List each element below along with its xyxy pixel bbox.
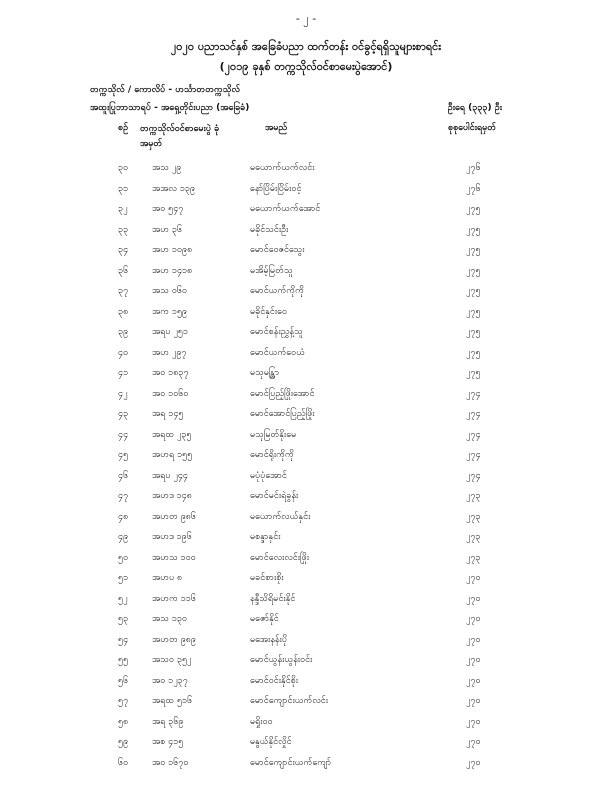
table-row [0,572,612,593]
roll-number: အစ ၄၁၅ [152,737,184,747]
total-score: ၂၇၀ [466,696,481,706]
roll-number: အရ ၃၆၉ [152,716,184,727]
table-row [0,408,612,429]
table-row [0,490,612,511]
table-row [0,265,612,286]
row-number: ၃၂ [118,204,128,214]
roll-number: အဟပ ၈ [152,573,183,583]
table-row [0,244,612,265]
total-score: ၂၇၀ [466,573,481,583]
university-line: တက္ကသိုလ် / ကောလိပ် - ဟင်္သာတတက္ကသိုလ် [90,85,240,95]
student-name: မောင်ပြည့်ဖြိုးအောင် [250,388,315,399]
total-score: ၂၇၀ [466,757,481,768]
table-row [0,531,612,552]
student-name: မောင်ယွန်းယွန်းဝင်း [250,655,313,665]
student-name: မောင်ကျောင်းယက်လင်း [250,696,329,706]
total-score: ၂၇၃ [466,552,481,563]
total-score: ၂၇၀ [466,634,481,645]
roll-number: အက ၁၅၉ [152,306,188,317]
table-row [0,634,612,655]
total-score: ၂၇၅ [466,347,481,358]
total-score: ၂၇၅ [466,224,481,235]
student-name: မောင်ဝေဇင်သွေး [250,245,305,255]
table-row [0,716,612,737]
student-name: မယောက်ယက်လင်း [250,163,315,173]
student-name: နော်ပြိမ်းပြိမ်းဝင့် [250,183,302,194]
student-name: မအေးနန်းပို [250,634,287,645]
row-number: ၅၇ [118,696,129,706]
total-score: ၂၇၅ [466,265,481,276]
subject-line: အထူးပြုဘာသာရပ် - အရှေ့တိုင်းပညာ (အခြေခံ) [90,103,250,113]
student-name: မောင်အောင်ပြည့်ဖြိုး [250,409,315,419]
student-name: နန္ဒီသိရိမင်းနိုင် [250,593,296,604]
row-number: ၄၃ [118,409,129,419]
total-score: ၂၇၆ [466,183,481,194]
student-name: မအိမ့်မြတ်သူ [250,265,293,276]
table-row [0,552,612,573]
table-row [0,675,612,696]
table-row [0,613,612,634]
roll-number: အရ ၁၄၅ [152,409,184,419]
roll-number: အဟရ ၁၅၅ [152,450,193,460]
roll-number: အဟဒ ၁၄၈ [152,491,192,501]
page-number: - ၂ - [295,12,317,25]
roll-number: အရထ ၅၁၆ [152,696,193,706]
roll-number: အသ ၀၆၀ [152,286,188,296]
row-number: ၄၉ [118,532,129,542]
roll-number: အဟ ၁၄၁၈ [152,265,193,276]
row-number: ၄၇ [118,491,129,501]
student-name: မောင်စန်းညွှန့်သူ [250,327,303,337]
total-score: ၂၇၃ [466,532,481,542]
total-score: ၂၇၀ [466,716,481,727]
student-name: မောင်မင်းရဲခွန်း [250,491,299,501]
roll-number: အဟသ ၁၀၀ [152,552,196,563]
roll-number: အဟ ၂၉၇ [152,347,187,358]
total-score: ၂၇၆ [466,163,481,173]
student-name: မဇော်နိုင် [250,614,279,624]
table-row [0,388,612,409]
total-score: ၂၇၅ [466,327,481,337]
table-row [0,654,612,675]
roll-number: အဟတ ၉၈၆ [152,511,196,522]
row-number: ၃၈ [118,306,129,317]
roll-number: အဝ ၅၄၇ [152,204,184,214]
header-score: စုစုပေါင်းရမှတ် [448,123,497,133]
roll-number: အဝ ၁၆၇၀ [152,757,189,768]
roll-number: အဟ ၁၀၉၈ [152,245,193,255]
student-name: မသုမြတ်နိုးမေ [250,429,297,440]
student-name: မပုံပုံအောင် [250,470,287,481]
student-name: မောင်ဝင်းနိုင်စိုး [250,675,299,686]
student-name: မခိုင်သင်းဦး [250,224,289,235]
total-score: ၂၇၅ [466,204,481,214]
total-score: ၂၇၄ [466,429,481,440]
table-row [0,736,612,757]
row-number: ၄၈ [118,511,129,522]
header-name: အမည် [265,123,288,133]
table-row [0,203,612,224]
row-number: ၅၆ [118,675,129,686]
student-name: မသုမန္တြာ [250,368,280,378]
total-score: ၂၇၅ [466,286,481,296]
table-row [0,367,612,388]
total-score: ၂၇၅ [466,368,481,378]
table-row [0,449,612,470]
table-row [0,511,612,532]
total-score: ၂၇၀ [466,593,481,604]
row-number: ၃၇ [118,286,129,296]
row-number: ၅၅ [118,655,129,665]
header-no: စဉ် [118,123,129,133]
roll-number: အသဝ ၃၅၂ [152,655,192,665]
table-row [0,757,612,778]
row-number: ၃၁ [118,183,129,194]
roll-number: အဟက ၁၁၆ [152,593,196,604]
table-row [0,183,612,204]
row-number: ၄၆ [118,470,129,481]
student-name: မခင်စားစိုး [250,573,284,583]
total-score: ၂၇၀ [466,675,481,686]
row-number: ၅၂ [118,593,128,604]
roll-number: အဟ ၃၆ [152,224,183,235]
roll-number: အဟဒ ၁၉၆ [152,532,192,542]
table-row [0,306,612,327]
roll-number: အအလ ၁၃၉ [152,183,196,194]
roll-number: အဟတ ၉၈၉ [152,634,196,645]
total-score: ၂၇၄ [466,388,481,399]
table-row [0,347,612,368]
student-name: မနွယ်နိုင်လှိုင် [250,737,292,747]
row-number: ၅၈ [118,716,129,727]
row-number: ၄၅ [118,450,129,460]
total-score: ၂၇၀ [466,737,481,747]
row-number: ၅၁ [118,573,129,583]
row-number: ၄၀ [118,347,129,358]
roll-number: အရထ ၂၃၅ [152,429,192,440]
student-name: မခိုင်နှင်းဝေ [250,306,288,317]
row-number: ၄၁ [118,368,129,378]
roll-number: အရပ ၂၄၄ [152,470,188,481]
total-score: ၂၇၅ [466,306,481,317]
table-row [0,470,612,491]
student-name: မရှိုးဝဝ [250,716,273,727]
roll-number: အသ ၁၃၀ [152,614,188,624]
total-score: ၂၇၀ [466,655,481,665]
total-score: ၂၇၄ [466,470,481,481]
student-name: မောင်ကျောင်းယက်ကျော် [250,757,332,768]
table-row [0,285,612,306]
row-number: ၅၀ [118,552,129,563]
student-name: မောင်ရိုးကိုကို [250,450,294,460]
document-subtitle: (၂၀၁၉ ခုနှစ် တက္ကသိုလ်ဝင်စာမေးပွဲအောင်) [219,60,393,73]
row-number: ၃၀ [118,163,129,173]
total-score: ၂၇၀ [466,614,481,624]
total-score: ၂၇၃ [466,491,481,501]
student-name: မယောက်လယ်နှင်း [250,511,311,522]
table-row [0,224,612,245]
table-row [0,593,612,614]
roll-number: အဝ ၁၂၃၇ [152,675,188,686]
roll-number: အရပ ၂၅၁ [152,327,188,337]
row-number: ၃၃ [118,224,129,235]
roll-number: အဝ ၁၀၆၀ [152,388,189,399]
row-number: ၅၃ [118,614,129,624]
table-row [0,326,612,347]
header-roll: တက္ကသိုလ်ဝင်စာမေးပွဲ ခုံအမှတ် [140,124,220,149]
quota-line: ဦးရေ (၃၃၃) ဦး [447,103,502,113]
total-score: ၂၇၄ [466,450,481,460]
row-number: ၅၉ [118,737,129,747]
document-title: ၂၀၂၀ ပညာသင်နှစ် အခြေခံပညာ ထက်တန်း ဝင်ခွင့်ရရှိသူများစာရင်း [170,40,442,53]
table-row [0,695,612,716]
row-number: ၄၂ [118,388,128,399]
total-score: ၂၇၄ [466,409,481,419]
row-number: ၃၄ [118,245,129,255]
row-number: ၆၀ [118,757,129,768]
roll-number: အဝ ၁၈၃၇ [152,368,189,378]
row-number: ၄၄ [118,429,129,440]
student-name: မစန္ဒာနှင်း [250,532,281,542]
student-name: မောင်လေးလင်းဖြိုး [250,552,309,563]
table-row [0,429,612,450]
student-name: မယောက်ယက်အောင် [250,204,321,214]
table-row [0,162,612,183]
results-table [0,162,612,777]
student-name: မောင်ယက်ဝေယံ [250,347,305,358]
row-number: ၃၉ [118,327,129,337]
row-number: ၃၆ [118,265,129,276]
total-score: ၂၇၅ [466,245,481,255]
student-name: မောင်ယက်ကိုကို [250,286,304,296]
row-number: ၅၄ [118,634,129,645]
roll-number: အသ ၂၉ [152,163,182,173]
total-score: ၂၇၃ [466,511,481,522]
